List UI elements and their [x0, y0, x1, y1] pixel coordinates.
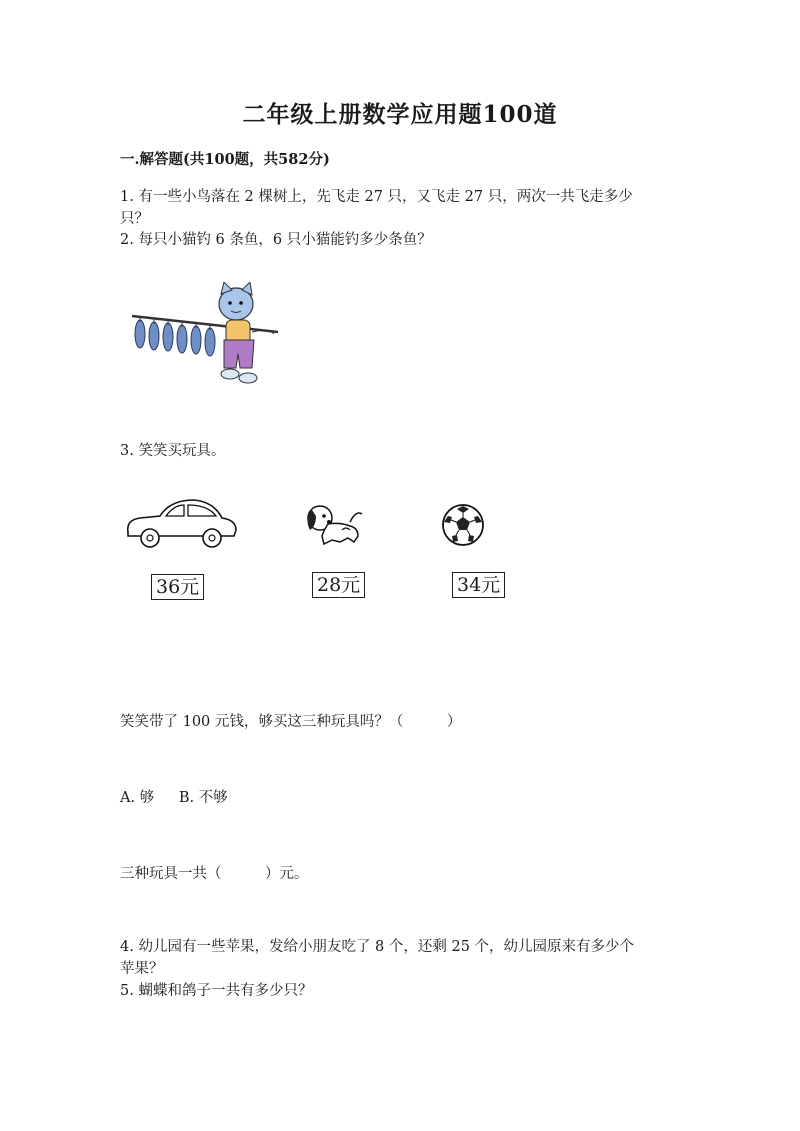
- toy-dog: [302, 500, 366, 550]
- dog-price-tag: 28元: [312, 572, 365, 598]
- cat-with-fish-icon: [128, 282, 288, 392]
- question-2: 2. 每只小猫钓 6 条鱼，6 只小猫能钓多少条鱼？: [120, 232, 432, 248]
- page-title: 二年级上册数学应用题100道: [242, 101, 558, 128]
- question-3-options: [120, 786, 248, 807]
- ball-icon: [440, 502, 486, 548]
- question-4: [120, 936, 700, 980]
- option-a[interactable]: A. 够: [120, 790, 155, 806]
- question-4-line-2: 苹果？: [120, 961, 164, 977]
- toy-car: [122, 494, 240, 554]
- dog-icon: [302, 500, 366, 550]
- question-1: [120, 186, 700, 230]
- question-1-line-2: 只？: [120, 211, 149, 227]
- question-3-sub-1: 笑笑带了 100 元钱，够买这三种玩具吗？（ ）: [120, 714, 462, 730]
- question-4-line-1: 4. 幼儿园有一些苹果，发给小朋友吃了 8 个，还剩 25 个，幼儿园原来有多少个: [120, 939, 635, 955]
- car-price-tag: 36元: [151, 574, 204, 600]
- question-1-line-1: 1. 有一些小鸟落在 2 棵树上，先飞走 27 只，又飞走 27 只，两次一共飞走多少: [120, 189, 633, 205]
- option-b[interactable]: B. 不够: [178, 790, 228, 806]
- question-3: 3. 笑笑买玩具。: [120, 443, 226, 459]
- question-5: 5. 蝴蝶和鸽子一共有多少只？: [120, 983, 313, 999]
- question-3-sub-2: 三种玩具一共（ ）元。: [120, 866, 309, 882]
- cat-fishing-illustration: [128, 282, 288, 392]
- car-icon: [122, 494, 240, 554]
- section-heading: 一.解答题(共100题，共582分): [120, 151, 330, 168]
- toy-ball: [440, 502, 486, 548]
- ball-price-tag: 34元: [452, 572, 505, 598]
